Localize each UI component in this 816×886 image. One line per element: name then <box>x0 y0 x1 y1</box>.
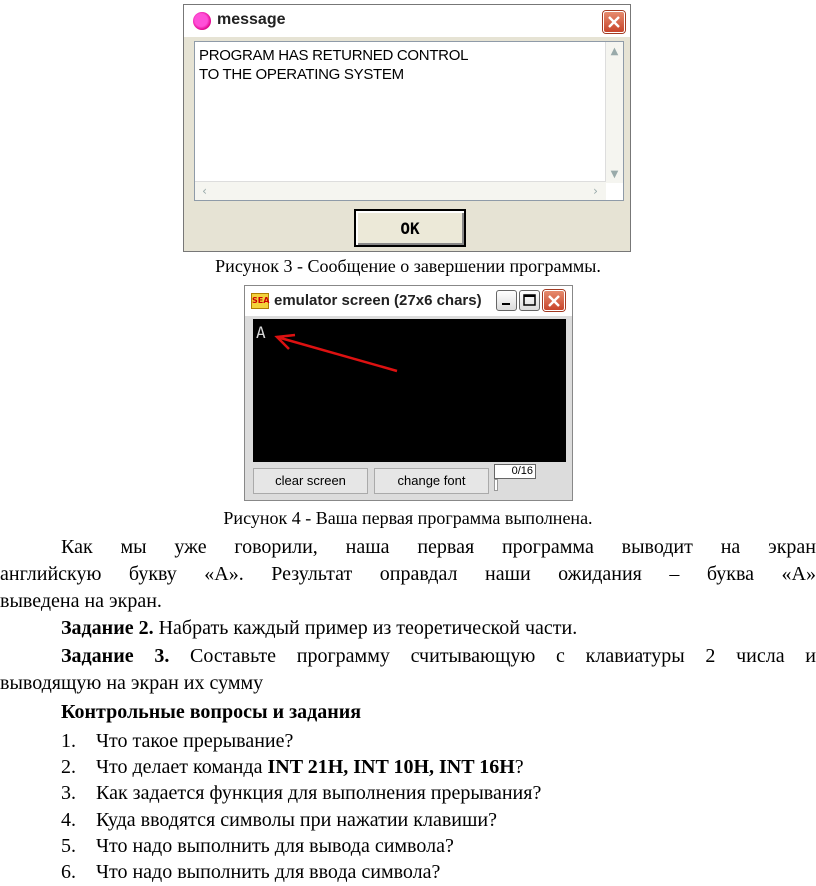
question-text: Что надо выполнить для ввода символа? <box>96 860 441 883</box>
question-text: Что такое прерывание? <box>96 730 294 752</box>
task-3-line-2: выводящую на экран их сумму <box>0 672 264 694</box>
char-counter: 0/16 <box>494 464 536 479</box>
red-arrow-annotation <box>253 319 566 462</box>
figure-caption-3: Рисунок 3 - Сообщение о завершении программы. <box>215 256 601 276</box>
task-3-text: Составьте программу считывающую с клавиатуры 2 числа и <box>169 645 816 667</box>
emulator-app-icon: SEA <box>251 293 269 309</box>
emulator-close-button[interactable] <box>543 290 565 311</box>
message-window <box>183 4 631 252</box>
ok-button[interactable] <box>354 209 466 247</box>
screen-character: A <box>256 323 266 342</box>
paragraph-line-1: Как мы уже говорили, наша первая программа выводит на экран <box>61 536 816 558</box>
message-line-2: TO THE OPERATING SYSTEM <box>199 66 404 83</box>
change-font-button[interactable]: change font <box>374 468 489 494</box>
question-number: 3. <box>61 782 76 805</box>
paragraph-line-3: выведена на экран. <box>0 590 162 612</box>
message-titlebar[interactable] <box>184 5 630 37</box>
close-icon <box>548 295 560 307</box>
question-number: 4. <box>61 808 76 831</box>
question-number: 2. <box>61 756 76 779</box>
vertical-scrollbar[interactable] <box>605 42 623 183</box>
message-line-1: PROGRAM HAS RETURNED CONTROL <box>199 47 469 64</box>
question-text-part: ? <box>514 756 524 779</box>
control-heading: Контрольные вопросы и задания <box>61 701 362 723</box>
counter-indicator <box>494 479 498 491</box>
maximize-button[interactable] <box>519 290 540 311</box>
task-3 <box>61 643 816 669</box>
paragraph-line-2: английскую букву «А». Результат оправдал наши ожидания – буква «А» <box>0 563 816 585</box>
question-text <box>96 754 524 780</box>
question-number: 1. <box>61 730 76 752</box>
question-text-part: Что делает команда <box>96 756 268 779</box>
close-icon <box>608 16 620 28</box>
emulator-screen[interactable] <box>253 319 566 462</box>
close-button[interactable] <box>603 11 625 33</box>
emulator-window <box>244 285 573 501</box>
question-text: Куда вводятся символы при нажатии клавиши? <box>96 808 497 831</box>
ok-button-label: OK <box>400 219 420 238</box>
horizontal-scrollbar[interactable] <box>195 181 606 200</box>
task-3-label: Задание 3. <box>61 645 170 667</box>
scroll-down-icon[interactable]: ▼ <box>610 169 619 180</box>
minimize-icon <box>497 291 516 310</box>
message-textarea[interactable] <box>194 41 624 201</box>
minimize-button[interactable] <box>496 290 517 311</box>
question-command: INT 21H, INT 10H, INT 16H <box>267 756 515 779</box>
question-text: Что надо выполнить для вывода символа? <box>96 834 454 857</box>
question-number: 6. <box>61 860 76 883</box>
maximize-icon <box>520 291 539 310</box>
emulator-title: emulator screen (27x6 chars) <box>274 292 482 309</box>
app-circle-icon <box>193 12 211 30</box>
task-2-label: Задание 2. <box>61 617 154 639</box>
emulator-titlebar[interactable] <box>245 286 572 316</box>
task-2-text: Набрать каждый пример из теоретической части. <box>153 617 578 639</box>
task-2 <box>61 615 816 641</box>
scroll-right-icon[interactable]: › <box>593 184 598 198</box>
scroll-left-icon[interactable]: ‹ <box>202 184 207 198</box>
figure-caption-4: Рисунок 4 - Ваша первая программа выполнена. <box>223 508 593 528</box>
message-text <box>199 46 468 84</box>
message-title: message <box>217 11 286 28</box>
question-number: 5. <box>61 834 76 857</box>
question-text: Как задается функция для выполнения прерывания? <box>96 782 542 805</box>
clear-screen-button[interactable]: clear screen <box>253 468 368 494</box>
scroll-up-icon[interactable]: ▲ <box>610 46 619 57</box>
